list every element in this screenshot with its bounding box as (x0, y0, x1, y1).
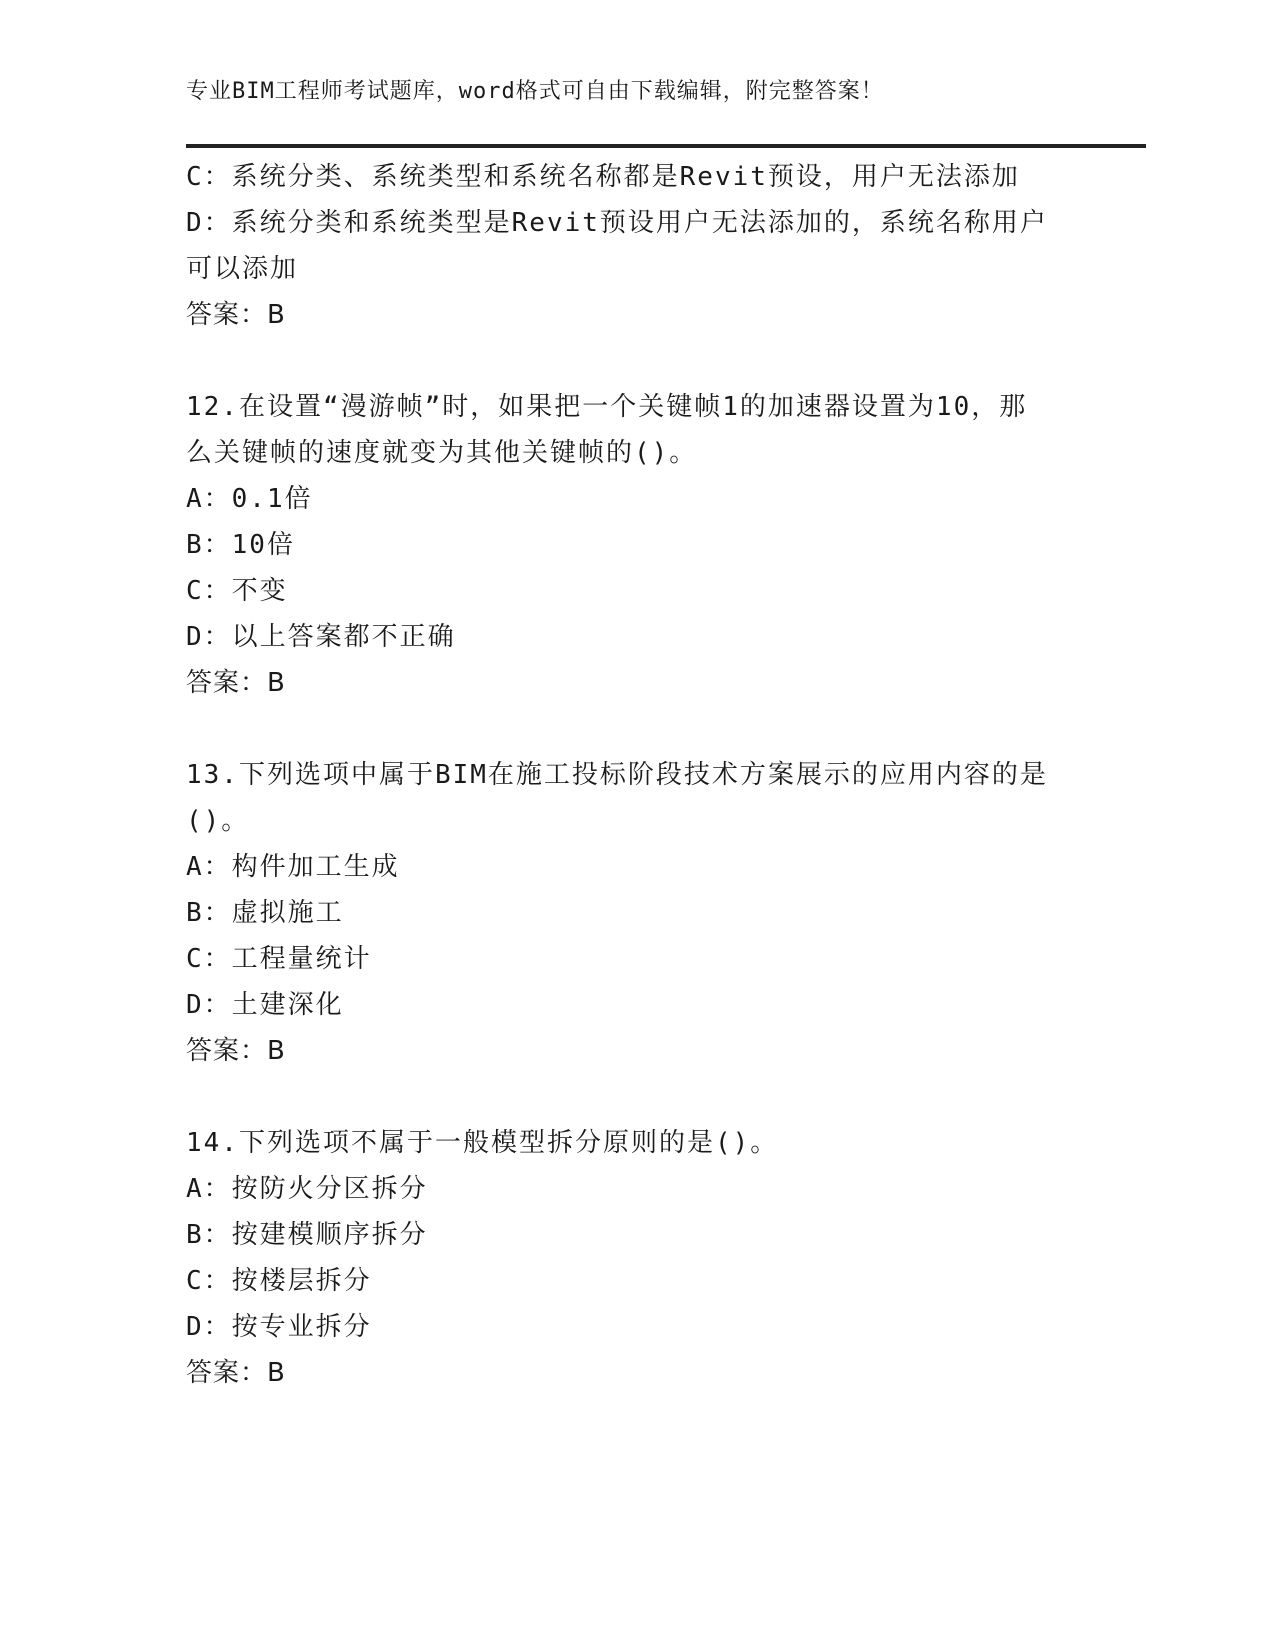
option-c: C：不变 (186, 576, 288, 606)
option-a: A：构件加工生成 (186, 852, 400, 882)
answer-line: 答案：B (186, 1358, 286, 1388)
answer-line: 答案：B (186, 668, 286, 698)
page-header: 专业BIM工程师考试题库，word格式可自由下载编辑，附完整答案！ (186, 79, 884, 104)
option-a: A：0.1倍 (186, 484, 313, 514)
option-c: C：系统分类、系统类型和系统名称都是Revit预设，用户无法添加 (186, 162, 1020, 192)
question-stem-continued: ()。 (186, 806, 250, 836)
question-stem: 12.在设置“漫游帧”时，如果把一个关键帧1的加速器设置为10，那 (186, 392, 1028, 422)
option-d-continued: 可以添加 (186, 254, 299, 284)
question-stem: 13.下列选项中属于BIM在施工投标阶段技术方案展示的应用内容的是 (186, 760, 1048, 790)
question-stem: 14.下列选项不属于一般模型拆分原则的是()。 (186, 1128, 779, 1158)
option-d: D：按专业拆分 (186, 1312, 372, 1342)
option-b: B：按建模顺序拆分 (186, 1220, 428, 1250)
question-block-12 (186, 384, 1086, 706)
option-c: C：工程量统计 (186, 944, 372, 974)
answer-line: 答案：B (186, 300, 286, 330)
question-block-13 (186, 752, 1086, 1074)
question-block-14 (186, 1120, 1086, 1396)
option-c: C：按楼层拆分 (186, 1266, 372, 1296)
option-b: B：10倍 (186, 530, 295, 560)
option-a: A：按防火分区拆分 (186, 1174, 428, 1204)
option-d: D：系统分类和系统类型是Revit预设用户无法添加的，系统名称用户 (186, 208, 1048, 238)
option-d: D：以上答案都不正确 (186, 622, 456, 652)
answer-line: 答案：B (186, 1036, 286, 1066)
question-block-11 (186, 154, 1086, 338)
option-d: D：土建深化 (186, 990, 344, 1020)
question-stem-continued: 么关键帧的速度就变为其他关键帧的()。 (186, 438, 698, 468)
document-body (186, 154, 1086, 1396)
option-b: B：虚拟施工 (186, 898, 344, 928)
header-divider (186, 144, 1146, 148)
